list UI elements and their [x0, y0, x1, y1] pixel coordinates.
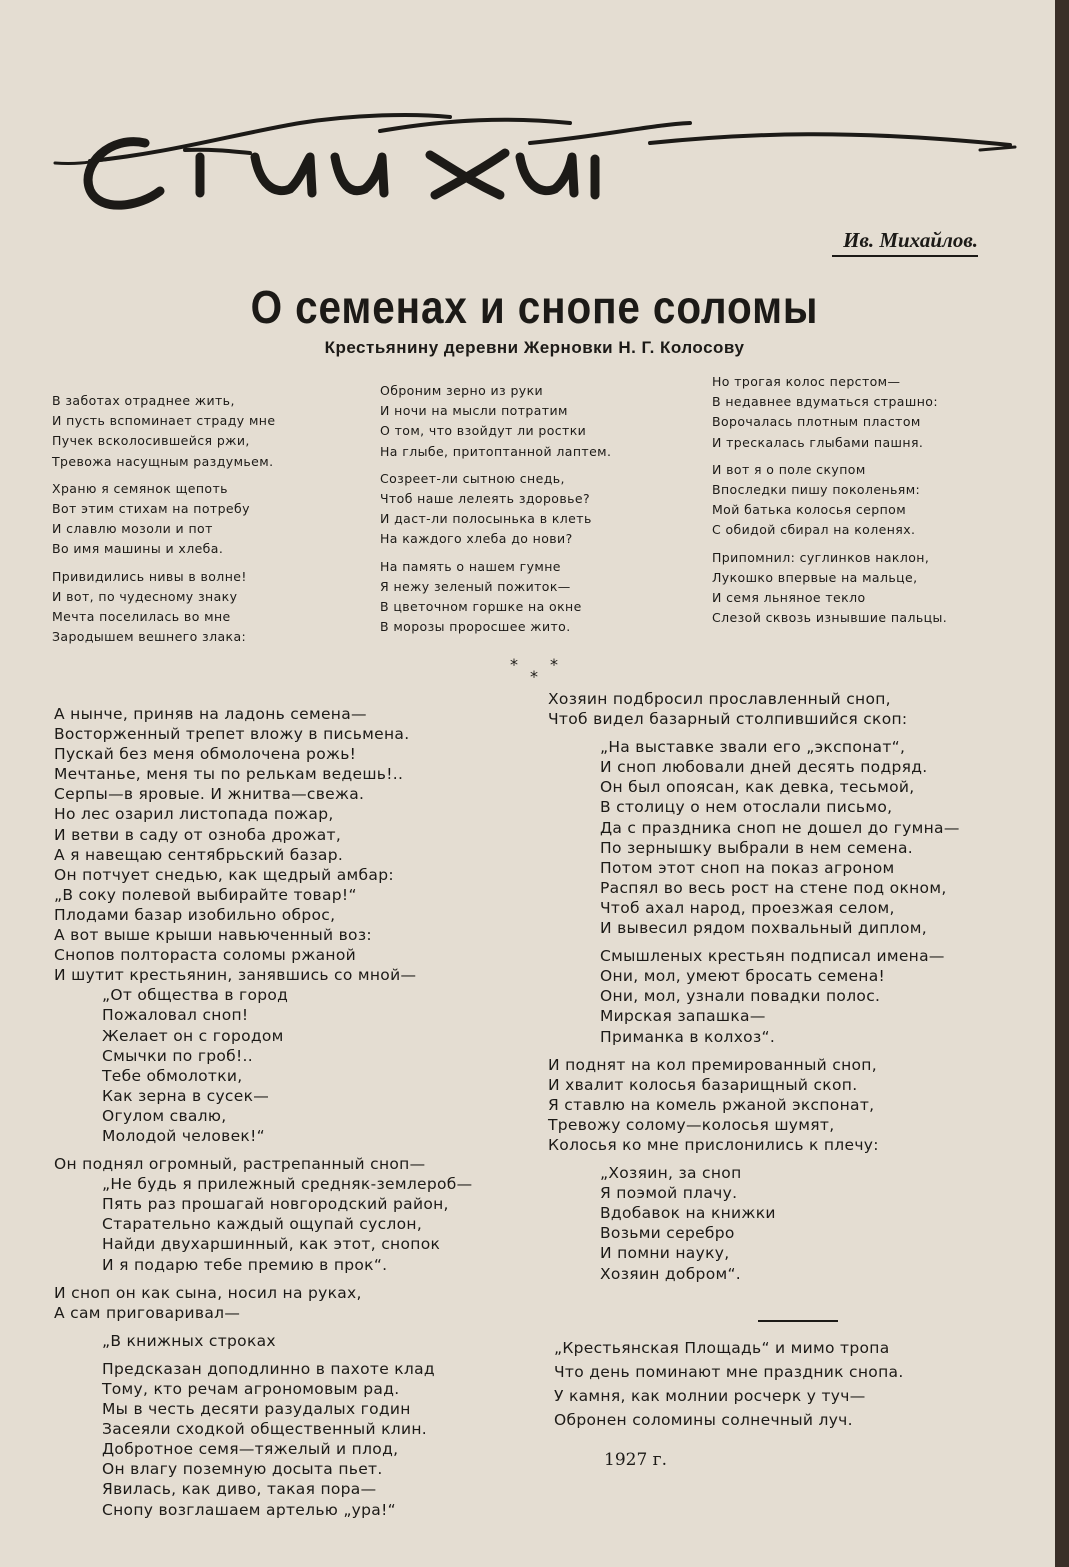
verse-line: Чтоб ахал народ, проезжая селом,: [600, 898, 895, 917]
verse-line: И сноп любовали дней десять подряд.: [600, 758, 928, 777]
verse-line: Найди двухаршинный, как этот, снопок: [102, 1235, 441, 1254]
verse-line: Хозяин подбросил прославленный сноп,: [548, 690, 891, 708]
poem-dedication: Крестьянину деревни Жерновки Н. Г. Колосову: [324, 338, 745, 357]
verse-line: Смышленых крестьян подписал имена—: [600, 947, 945, 966]
verse-line: Мы в честь десяти разудалых годин: [102, 1400, 411, 1419]
verse-line: Огулом свалю,: [102, 1106, 227, 1125]
stanza-gap: [54, 1351, 472, 1359]
poem-title: О семенах и снопе соломы: [250, 281, 819, 333]
verse-line: Он был опоясан, как девка, тесьмой,: [600, 778, 915, 797]
verse-line: Снопов полтораста соломы ржаной: [54, 946, 357, 965]
stanza-gap: [548, 1047, 960, 1055]
verse-line: Старательно каждый ощупай суслон,: [102, 1215, 423, 1234]
section-rule: [758, 1320, 838, 1322]
verse-line: Восторженный трепет вложу в письмена.: [54, 725, 410, 744]
verse-line: Мой батька колосья серпом: [712, 502, 907, 518]
verse-line: Зародышем вешнего злака:: [52, 629, 247, 645]
verse-line: Вдобавок на книжки: [600, 1204, 776, 1223]
verse-line: В заботах отраднее жить,: [52, 393, 235, 408]
verse-line: Оброним зерно из руки: [380, 383, 544, 398]
verse-line: Храню я семянок щепоть: [52, 480, 228, 496]
stanza: [380, 381, 611, 462]
poem-coda: [554, 1336, 904, 1432]
verse-line: А нынче, приняв на ладонь семена—: [54, 705, 367, 723]
verse-line: Он поднял огромный, растрепанный сноп—: [54, 1155, 426, 1174]
verse-line: В цветочном горшке на окне: [380, 599, 582, 615]
verse-line: „Хозяин, за сноп: [600, 1164, 742, 1183]
verse-line: Он потчует снедью, как щедрый амбар:: [54, 865, 394, 884]
asterism-star: *: [550, 655, 558, 674]
verse-line: Явилась, как диво, такая пора—: [102, 1480, 377, 1499]
stanza: [52, 567, 275, 648]
verse-line: Приманка в колхоз“.: [600, 1027, 776, 1046]
verse-line: И семя льняное текло: [712, 590, 866, 606]
asterism-divider: [506, 655, 566, 685]
verse-line: На глыбе, притоптанной лаптем.: [380, 443, 612, 459]
verse-line: Созреет-ли сытною снедь,: [380, 470, 565, 486]
verse-line: И вот, по чудесному знаку: [52, 588, 238, 604]
verse-line: И ночи на мысли потратим: [380, 403, 568, 419]
svg-text:Стихи: Стихи: [50, 95, 54, 96]
stanza-gap: [54, 1146, 472, 1154]
verse-line: Обронен соломины солнечный луч.: [554, 1411, 853, 1429]
verse-line: Я ставлю на комель ржаной экспонат,: [548, 1095, 875, 1114]
verse-line: Вот этим стихам на потребу: [52, 501, 250, 517]
main-column-left: [54, 704, 472, 1520]
verse-line: „Не будь я прилежный средняк-землероб—: [102, 1175, 473, 1194]
verse-line: „В книжных строках: [102, 1331, 276, 1350]
verse-line: Как зерна в сусек—: [102, 1086, 270, 1105]
verse-line: Пучек всколосившейся ржи,: [52, 433, 250, 449]
verse-line: Предсказан доподлинно в пахоте клад: [102, 1359, 435, 1378]
verse-line: Впоследки пишу поколеньям:: [712, 482, 921, 498]
stanza-gap: [54, 1323, 472, 1331]
verse-line: Я поэмой плачу.: [600, 1184, 738, 1203]
stanza-gap: [548, 729, 960, 737]
verse-line: Что день поминают мне праздник снопа.: [554, 1363, 904, 1381]
stanza: [380, 557, 611, 638]
verse-line: У камня, как молнии росчерк у туч—: [554, 1387, 866, 1405]
verse-line: Они, мол, умеют бросать семена!: [600, 967, 886, 986]
verse-line: „В соку полевой выбирайте товар!“: [54, 885, 357, 904]
verse-line: Чтоб наше лелеять здоровье?: [380, 491, 590, 507]
verse-line: Хозяин добром“.: [600, 1264, 742, 1283]
verse-line: Колосья ко мне прислонились к плечу:: [548, 1135, 879, 1154]
asterism-star: *: [510, 655, 518, 674]
author-name: Ив. Михайлов.: [832, 228, 978, 257]
verse-line: И хвалит колосья базарищный скоп.: [548, 1075, 858, 1094]
verse-line: Но лес озарил листопада пожар,: [54, 805, 334, 824]
main-column-right: [548, 689, 960, 1284]
verse-line: Тебе обмолотки,: [102, 1066, 243, 1085]
verse-line: Возьми серебро: [600, 1224, 735, 1243]
verse-line: Добротное семя—тяжелый и плод,: [102, 1440, 399, 1459]
verse-line: По зернышку выбрали в нем семена.: [600, 838, 913, 857]
verse-line: „От общества в город: [102, 986, 289, 1005]
verse-line: Чтоб видел базарный столпившийся скоп:: [548, 710, 908, 729]
verse-line: В морозы проросшее жито.: [380, 619, 571, 635]
intro-column-3: [712, 372, 947, 635]
verse-line: Молодой человек!“: [102, 1126, 265, 1145]
verse-line: Желает он с городом: [102, 1026, 284, 1045]
stanza: [712, 548, 947, 629]
verse-line: И поднят на кол премированный сноп,: [548, 1055, 877, 1074]
verse-line: Серпы—в яровые. И жнитва—свежа.: [54, 785, 365, 804]
verse-line: Пожаловал сноп!: [102, 1006, 249, 1025]
verse-line: Они, мол, узнали повадки полос.: [600, 987, 881, 1006]
verse-line: Мечтанье, меня ты по релькам ведешь!..: [54, 765, 404, 784]
verse-line: И славлю мозоли и пот: [52, 521, 213, 537]
verse-line: Я нежу зеленый пожиток—: [380, 578, 571, 594]
verse-line: В недавнее вдуматься страшно:: [712, 394, 938, 410]
verse-line: Тревожа насущным раздумьем.: [52, 453, 274, 469]
verse-line: Распял во весь рост на стене под окном,: [600, 878, 947, 897]
verse-line: И шутит крестьянин, занявшись со мной—: [54, 966, 417, 985]
verse-line: Потом этот сноп на показ агроном: [600, 858, 895, 877]
verse-line: И даст-ли полосынька в клеть: [380, 511, 592, 527]
verse-line: В столицу о нем отослали письмо,: [600, 798, 893, 817]
verse-line: О том, что взойдут ли ростки: [380, 423, 587, 439]
verse-line: Плодами базар изобильно оброс,: [54, 905, 336, 924]
verse-line: На память о нашем гумне: [380, 558, 561, 574]
verse-line: Смычки по гроб!..: [102, 1046, 254, 1065]
verse-line: И помни науку,: [600, 1244, 730, 1263]
verse-line: Мечта поселилась во мне: [52, 609, 231, 625]
verse-line: А я навещаю сентябрьский базар.: [54, 845, 344, 864]
stanza-gap: [548, 1155, 960, 1163]
verse-line: „Крестьянская Площадь“ и мимо тропа: [554, 1339, 890, 1357]
verse-line: Снопу возглашаем артелью „ура!“: [102, 1500, 396, 1519]
verse-line: Ворочалась плотным пластом: [712, 414, 921, 430]
verse-line: „На выставке звали его „экспонат“,: [600, 738, 906, 757]
stanza-gap: [548, 938, 960, 946]
verse-line: Слезой сквозь изнывшие пальцы.: [712, 610, 948, 626]
verse-line: И вот я о поле скупом: [712, 461, 866, 477]
verse-line: На каждого хлеба до нови?: [380, 531, 573, 547]
stanza-gap: [54, 1275, 472, 1283]
verse-line: Привидились нивы в волне!: [52, 568, 247, 584]
verse-line: Во имя машины и хлеба.: [52, 541, 224, 557]
verse-line: Припомнил: суглинков наклон,: [712, 549, 930, 565]
stanza: [52, 479, 275, 560]
verse-line: Тревожу солому—колосья шумят,: [548, 1115, 835, 1134]
verse-line: А сам приговаривал—: [54, 1303, 241, 1322]
poem-year: 1927 г.: [604, 1450, 667, 1470]
verse-line: Да с праздника сноп не дошел до гумна—: [600, 818, 960, 837]
heading-lettering: [50, 95, 1030, 245]
verse-line: Лукошко впервые на мальце,: [712, 569, 918, 585]
intro-column-2: [380, 381, 611, 644]
stanza: [52, 391, 275, 472]
verse-line: С обидой сбирал на коленях.: [712, 522, 916, 538]
verse-line: И я подарю тебе премию в прок“.: [102, 1255, 388, 1274]
verse-line: Мирская запашка—: [600, 1007, 766, 1026]
stanza: [380, 469, 611, 550]
intro-column-1: [52, 391, 275, 654]
verse-line: И вывесил рядом похвальный диплом,: [600, 919, 927, 938]
verse-line: Он влагу поземную досыта пьет.: [102, 1460, 383, 1479]
verse-line: А вот выше крыши навьюченный воз:: [54, 926, 372, 945]
stanza: [712, 460, 947, 541]
verse-line: Пускай без меня обмолочена рожь!: [54, 745, 357, 764]
verse-line: Пять раз прошагай новгородский район,: [102, 1195, 449, 1214]
stanza: [712, 372, 947, 453]
asterism-star: *: [530, 667, 538, 686]
page-binding-edge: [1055, 0, 1069, 1567]
verse-line: Засеяли сходкой общественный клин.: [102, 1420, 427, 1439]
verse-line: Тому, кто речам агрономовым рад.: [102, 1380, 400, 1398]
verse-line: И трескалась глыбами пашня.: [712, 434, 924, 450]
verse-line: И сноп он как сына, носил на руках,: [54, 1283, 362, 1302]
verse-line: Но трогая колос перстом—: [712, 374, 901, 389]
verse-line: И пусть вспоминает страду мне: [52, 413, 276, 429]
verse-line: И ветви в саду от озноба дрожат,: [54, 825, 342, 844]
